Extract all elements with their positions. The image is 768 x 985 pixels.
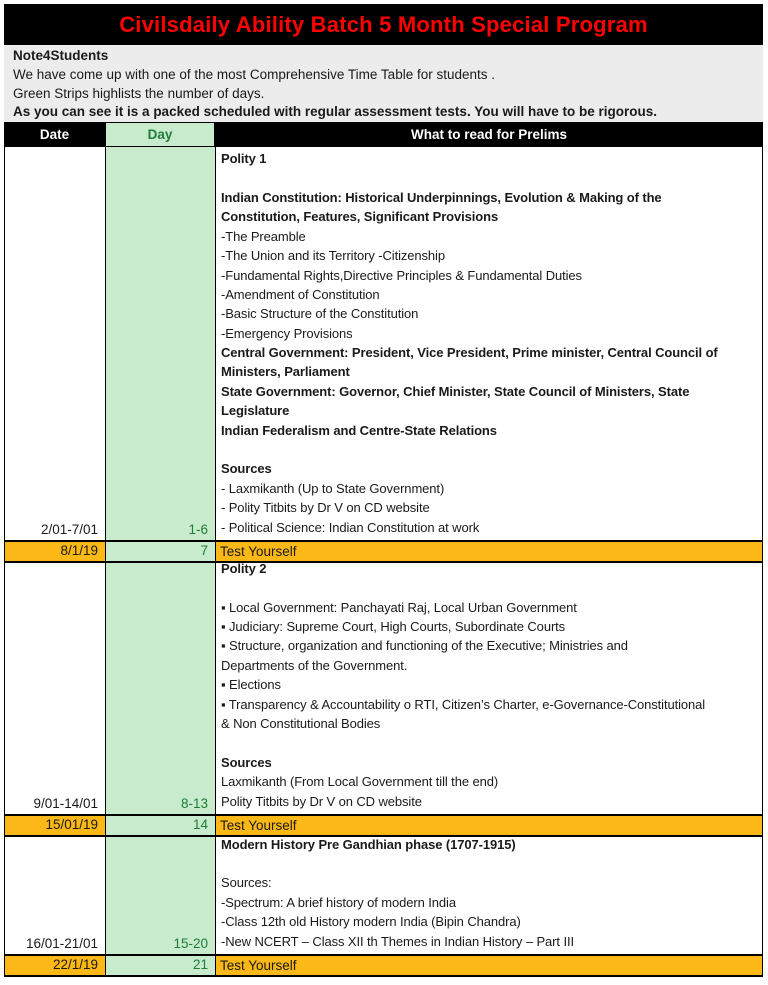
topic-line <box>221 169 758 188</box>
test-row <box>4 814 763 837</box>
topic-line: -Fundamental Rights,Directive Principles & Fundamental Duties <box>221 267 582 283</box>
date-cell: 22/1/19 <box>5 956 106 975</box>
topic-line: Polity 2 <box>221 563 267 576</box>
date-cell: 16/01-21/01 <box>5 837 106 954</box>
day-cell: 7 <box>106 542 216 561</box>
page-title: Civilsdaily Ability Batch 5 Month Special Program <box>119 11 648 37</box>
topic-cell <box>216 563 763 814</box>
test-row <box>4 540 763 563</box>
day-cell: 8-13 <box>106 563 216 814</box>
day-cell: 14 <box>106 816 216 835</box>
topic-line: Indian Constitution: Historical Underpinnings, Evolution & Making of the <box>221 189 662 205</box>
content-column-header: What to read for Prelims <box>410 127 568 142</box>
topic-line <box>221 440 758 459</box>
date-cell: 2/01-7/01 <box>5 147 106 540</box>
schedule-rows <box>4 147 763 977</box>
topic-line <box>221 854 758 873</box>
topic-line: -Basic Structure of the Constitution <box>221 306 419 322</box>
topic-line: Polity 1 <box>221 151 267 167</box>
topic-line: ▪ Judiciary: Supreme Court, High Courts, Subordinate Courts <box>221 619 566 635</box>
topic-line: ▪ Transparency & Accountability o RTI, Citizen’s Charter, e-Governance-Constitutional <box>221 696 706 712</box>
topic-line: -Spectrum: A brief history of modern India <box>221 894 456 910</box>
topic-line: - Political Science: Indian Constitution at work <box>221 519 480 535</box>
topic-line: -The Union and its Territory -Citizenship <box>221 248 445 264</box>
topic-cell <box>216 837 763 954</box>
topic-line: - Laxmikanth (Up to State Government) <box>221 480 445 496</box>
topic-line: -The Preamble <box>221 228 306 244</box>
topic-line: -Amendment of Constitution <box>221 286 380 302</box>
test-label-cell: Test Yourself <box>216 956 763 975</box>
topic-line: -Emergency Provisions <box>221 325 353 341</box>
topic-line: Laxmikanth (From Local Government till the end) <box>221 774 499 790</box>
day-column-header: Day <box>105 122 215 147</box>
test-label-cell: Test Yourself <box>216 542 763 561</box>
topic-line: Sources <box>221 461 272 477</box>
topic-line <box>221 733 758 752</box>
topic-line: ▪ Elections <box>221 677 281 693</box>
topic-line <box>221 578 758 597</box>
topic-line: ▪ Structure, organization and functioning of the Executive; Ministries and <box>221 638 628 654</box>
schedule-row <box>4 563 763 814</box>
topic-line: - Polity Titbits by Dr V on CD website <box>221 500 430 516</box>
note-line: Green Strips highlists the number of days. <box>13 85 265 101</box>
day-cell: 1-6 <box>106 147 216 540</box>
topic-line: Central Government: President, Vice President, Prime minister, Central Council of <box>221 345 718 361</box>
note-line: Note4Students <box>13 48 109 63</box>
topic-line: Constitution, Features, Significant Provisions <box>221 209 499 225</box>
day-cell: 21 <box>106 956 216 975</box>
timetable-sheet <box>4 4 763 977</box>
table-header-row <box>4 122 763 147</box>
topic-line: Sources <box>221 754 272 770</box>
topic-line: -Class 12th old History modern India (Bipin Chandra) <box>221 914 521 930</box>
topic-line: -New NCERT – Class XII th Themes in Indian History – Part III <box>221 933 574 949</box>
topic-line: Polity Titbits by Dr V on CD website <box>221 793 422 809</box>
date-cell: 8/1/19 <box>5 542 106 561</box>
topic-line: Indian Federalism and Centre-State Relations <box>221 422 497 438</box>
schedule-row <box>4 837 763 954</box>
topic-line: Legislature <box>221 403 290 419</box>
topic-line: ▪ Local Government: Panchayati Raj, Local Urban Government <box>221 599 577 615</box>
note-line: We have come up with one of the most Comprehensive Time Table for students . <box>13 66 495 82</box>
topic-line: Modern History Pre Gandhian phase (1707-1915) <box>221 837 516 852</box>
day-cell: 15-20 <box>106 837 216 954</box>
topic-line: Departments of the Government. <box>221 657 408 673</box>
note-line: As you can see it is a packed scheduled with regular assessment tests. You will have to be rigorous. <box>13 104 657 120</box>
date-cell: 9/01-14/01 <box>5 563 106 814</box>
topic-line: Sources: <box>221 875 272 891</box>
topic-line: & Non Constitutional Bodies <box>221 716 381 732</box>
topic-cell <box>216 147 763 540</box>
notes-section <box>4 45 763 122</box>
title-bar <box>4 4 763 45</box>
topic-line: State Government: Governor, Chief Minister, State Council of Ministers, State <box>221 383 690 399</box>
date-cell: 15/01/19 <box>5 816 106 835</box>
test-row <box>4 954 763 977</box>
date-column-header: Date <box>39 127 70 142</box>
schedule-row <box>4 147 763 540</box>
test-label-cell: Test Yourself <box>216 816 763 835</box>
topic-line: Ministers, Parliament <box>221 364 350 380</box>
